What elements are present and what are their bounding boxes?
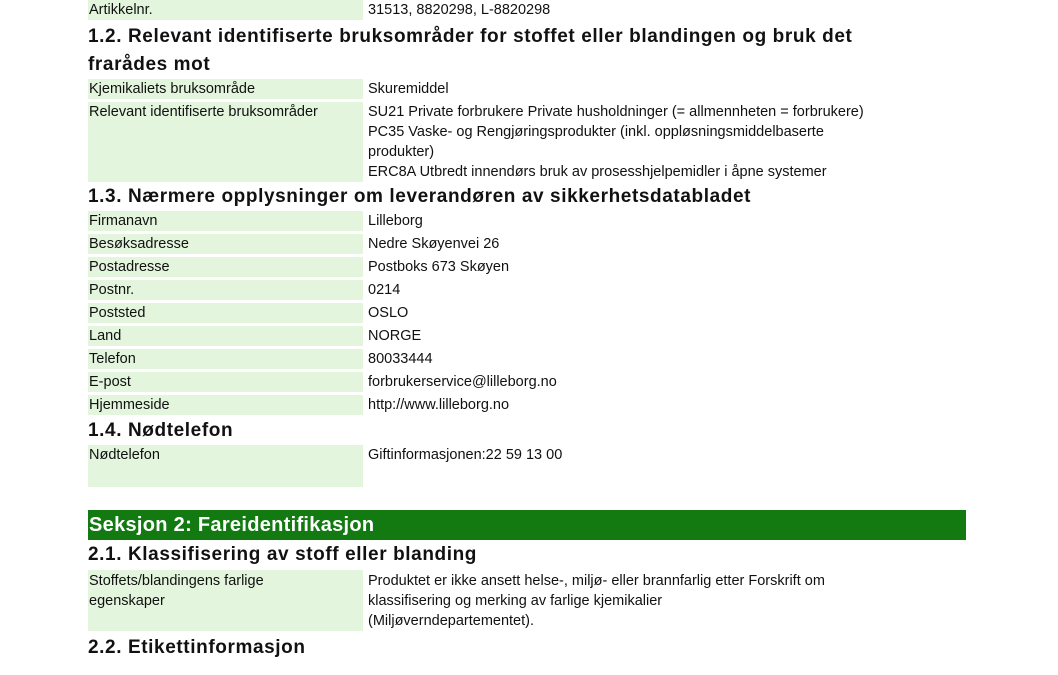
field-value: 80033444 [368, 351, 433, 367]
heading-1-2-line2: frarådes mot [88, 54, 211, 75]
field-label: Land [88, 326, 363, 346]
row-telefon [88, 349, 966, 369]
field-label: Postnr. [88, 280, 363, 300]
heading-1-3: 1.3. Nærmere opplysninger om leverandøren av sikkerhetsdatabladet [88, 186, 752, 207]
sds-page [88, 0, 966, 662]
value-line: SU21 Private forbrukere Private husholdninger (= allmennheten = forbrukere) [368, 104, 864, 120]
field-value: Lilleborg [368, 213, 423, 229]
row-firmanavn [88, 211, 966, 231]
field-label: Artikkelnr. [88, 0, 363, 20]
field-value: Nedre Skøyenvei 26 [368, 236, 500, 252]
row-artikkelnr [88, 0, 966, 20]
row-epost [88, 372, 966, 392]
row-relevant-bruksomrader [88, 102, 966, 182]
section-2-bar: Seksjon 2: Fareidentifikasjon [88, 510, 966, 540]
field-label: E-post [88, 372, 363, 392]
row-nodtelefon [88, 445, 966, 487]
heading-1-4: 1.4. Nødtelefon [88, 420, 234, 441]
field-value: 0214 [368, 282, 401, 298]
heading-2-2: 2.2. Etikettinformasjon [88, 637, 306, 658]
value-line: (Miljøverndepartementet). [368, 613, 534, 629]
field-label: Besøksadresse [88, 234, 363, 254]
field-value: Postboks 673 Skøyen [368, 259, 510, 275]
field-value: NORGE [368, 328, 422, 344]
field-label: Relevant identifiserte bruksområder [88, 102, 363, 182]
field-value: OSLO [368, 305, 409, 321]
label-line: egenskaper [89, 593, 165, 609]
heading-2-1: 2.1. Klassifisering av stoff eller blanding [88, 544, 478, 565]
field-label: Postadresse [88, 257, 363, 277]
value-line: klassifisering og merking av farlige kjemikalier [368, 593, 663, 609]
field-label: Hjemmeside [88, 395, 363, 415]
value-line: Produktet er ikke ansett helse-, miljø- eller brannfarlig etter Forskrift om [368, 573, 825, 589]
row-besoksadresse [88, 234, 966, 254]
value-line: PC35 Vaske- og Rengjøringsprodukter (inkl. oppløsningsmiddelbaserte [368, 124, 824, 140]
heading-1-2 [88, 23, 966, 79]
field-label: Kjemikaliets bruksområde [88, 79, 363, 99]
field-value: 31513, 8820298, L-8820298 [368, 2, 551, 18]
row-hjemmeside [88, 395, 966, 415]
row-land [88, 326, 966, 346]
row-postadresse [88, 257, 966, 277]
field-value [368, 570, 966, 631]
heading-1-2-line1: 1.2. Relevant identifiserte bruksområder for stoffet eller blandingen og bruk det [88, 26, 853, 47]
field-label [88, 570, 363, 631]
field-label: Firmanavn [88, 211, 363, 231]
field-label: Poststed [88, 303, 363, 323]
website-link[interactable]: http://www.lilleborg.no [368, 397, 510, 413]
label-line: Stoffets/blandingens farlige [89, 573, 264, 589]
value-line: ERC8A Utbredt innendørs bruk av prosesshjelpemidler i åpne systemer [368, 164, 827, 180]
field-value [368, 102, 966, 182]
field-value: Giftinformasjonen:22 59 13 00 [368, 447, 563, 463]
row-farlige-egenskaper [88, 570, 966, 631]
row-kjemikaliets-bruksomrade [88, 79, 966, 99]
value-line: produkter) [368, 144, 435, 160]
row-postnr [88, 280, 966, 300]
row-poststed [88, 303, 966, 323]
field-label: Telefon [88, 349, 363, 369]
field-label: Nødtelefon [88, 445, 363, 487]
field-value: Skuremiddel [368, 81, 449, 97]
email-link[interactable]: forbrukerservice@lilleborg.no [368, 374, 557, 390]
